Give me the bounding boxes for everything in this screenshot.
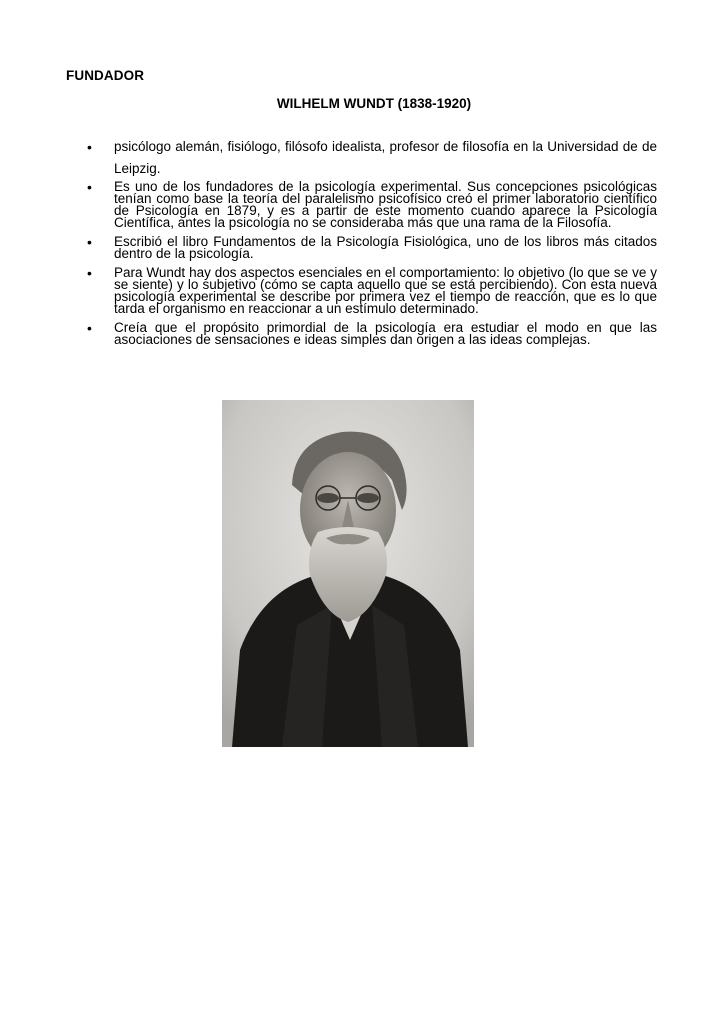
list-item-text: Es uno de los fundadores de la psicología experimental. Sus concepciones psicológicas tenían como base la teoría del paralelismo psicofísico creó el primer laboratorio científico de Psicología en 1879, y es a partir de este momento cuando aparece la Psicología Científica, antes la psicología no se consideraba más que una rama de la Filosofía.	[114, 179, 657, 230]
bullet-icon: •	[87, 179, 92, 195]
list-item	[87, 181, 657, 229]
list-item-text: Creía que el propósito primordial de la psicología era estudiar el modo en que las asociaciones de sensaciones e ideas simples dan origen a las ideas complejas.	[114, 320, 657, 347]
section-heading: FUNDADOR	[66, 68, 145, 83]
list-item	[87, 236, 657, 260]
document-title: WILHELM WUNDT (1838-1920)	[276, 96, 472, 111]
list-item	[87, 322, 657, 346]
bullet-icon: •	[87, 320, 92, 336]
bullet-icon: •	[87, 234, 92, 250]
list-item-text: psicólogo alemán, fisiólogo, filósofo idealista, profesor de filosofía en la Universidad de de Leipzig.	[114, 139, 657, 176]
list-item	[87, 136, 657, 180]
bullet-icon: •	[87, 265, 92, 281]
portrait-photo	[222, 400, 474, 747]
list-item-text: Escribió el libro Fundamentos de la Psicología Fisiológica, uno de los libros más citados dentro de la psicología.	[114, 234, 657, 261]
portrait-photo-icon	[222, 400, 474, 747]
list-item-text: Para Wundt hay dos aspectos esenciales en el comportamiento: lo objetivo (lo que se ve y se siente) y lo subjetivo (cómo se capta aquello que se está percibiendo). Con esta nueva psicología experimental se describe por primera vez el tiempo de reacción, que es lo que tarda el organismo en reaccionar a un estímulo determinado.	[114, 265, 657, 316]
bullet-icon: •	[87, 139, 92, 155]
list-item	[87, 267, 657, 315]
bullet-list	[87, 136, 657, 353]
